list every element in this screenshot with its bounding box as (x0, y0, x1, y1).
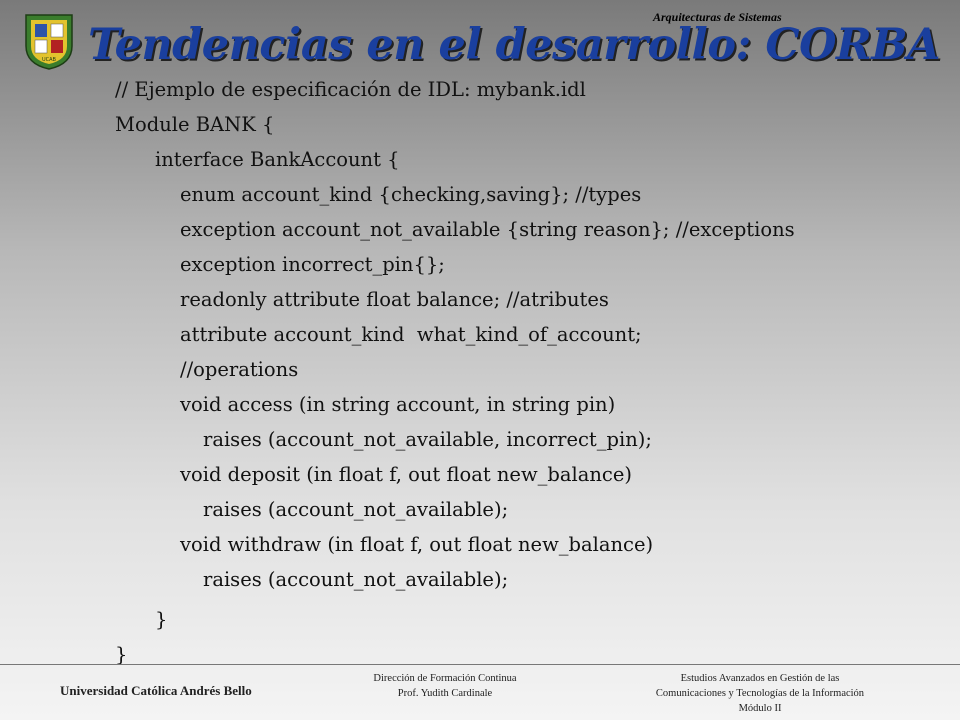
code-line: Module BANK { (115, 113, 275, 136)
page-title: Tendencias en el desarrollo: CORBA (88, 20, 940, 70)
footer-professor: Prof. Yudith Cardinale (397, 688, 493, 699)
university-logo-icon (22, 12, 76, 70)
code-line: void deposit (in float f, out float new_balance) (180, 463, 633, 486)
code-line: void access (in string account, in string pin) (180, 393, 616, 416)
code-line: } (115, 643, 128, 666)
code-line: raises (account_not_available); (203, 498, 509, 521)
footer-direction-line: Dirección de Formación Continua (373, 673, 517, 684)
section-label: Arquitecturas de Sistemas (653, 10, 782, 24)
footer-module: Módulo II (738, 703, 782, 714)
footer-program-line: Estudios Avanzados en Gestión de las (680, 673, 840, 684)
svg-text:UCAB: UCAB (41, 57, 57, 63)
footer-university: Universidad Católica Andrés Bello (60, 683, 252, 698)
code-line: } (155, 608, 168, 631)
footer-divider (0, 664, 960, 665)
code-line: attribute account_kind what_kind_of_account; (180, 323, 642, 346)
code-line: raises (account_not_available); (203, 568, 509, 591)
footer-direction (330, 671, 560, 701)
code-line: //operations (180, 358, 299, 381)
code-line: readonly attribute float balance; //atributes (180, 288, 609, 311)
code-line: raises (account_not_available, incorrect_pin); (203, 428, 652, 451)
code-line: interface BankAccount { (155, 148, 400, 171)
code-line: exception account_not_available {string reason}; //exceptions (180, 218, 795, 241)
footer-program-line: Comunicaciones y Tecnologías de la Información (655, 688, 865, 699)
code-line: exception incorrect_pin{}; (180, 253, 445, 276)
code-line: // Ejemplo de especificación de IDL: mybank.idl (115, 78, 586, 101)
code-line: enum account_kind {checking,saving}; //types (180, 183, 642, 206)
code-line: void withdraw (in float f, out float new_balance) (180, 533, 654, 556)
footer-program (630, 671, 890, 716)
